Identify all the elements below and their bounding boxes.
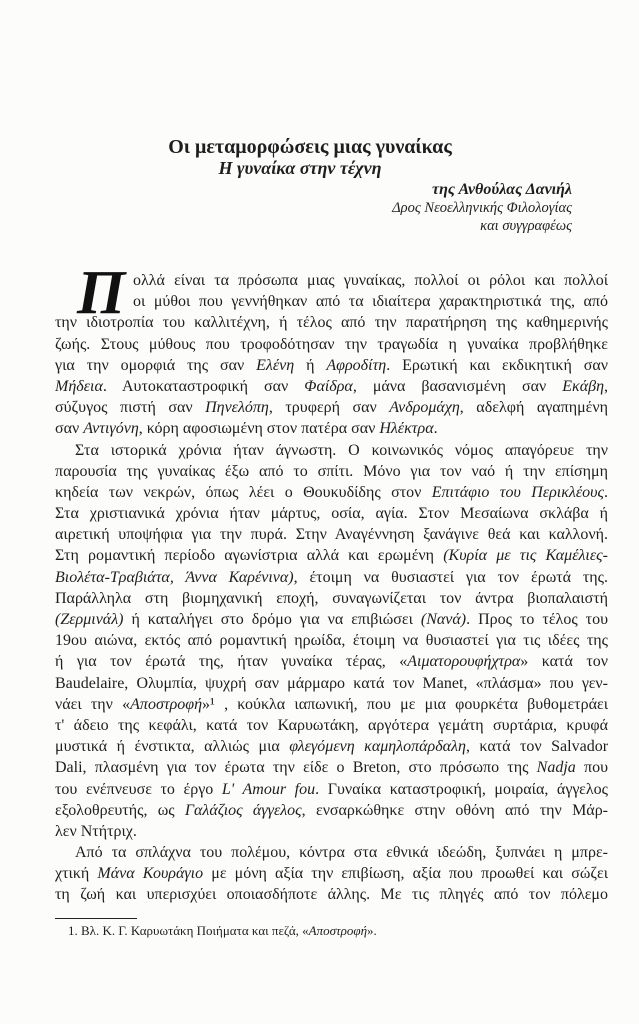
italic-text: Nadja	[536, 759, 576, 777]
text-run: , μάνα βασανισμένη σαν	[352, 377, 563, 395]
text-run: αιρετική υποψήφια για την πυρά. Στην Αναγέννηση ξανάγινε θεά και καλλονή.	[55, 526, 608, 544]
italic-text: Μήδεια	[55, 377, 103, 395]
text-line	[55, 418, 608, 439]
italic-text: Αντιγόνη	[83, 420, 139, 438]
text-run: ή	[294, 356, 327, 374]
text-line	[55, 673, 608, 694]
text-line	[55, 482, 608, 503]
text-line	[55, 312, 608, 333]
text-line	[55, 736, 608, 757]
text-run: οι μύθοι που γεννήθηκαν από τα ιδιαίτερα χαρακτηριστικά της, από	[133, 293, 608, 311]
author-role: και συγγραφέως	[480, 218, 572, 234]
text-run: χτική	[55, 865, 98, 883]
text-run: Παράλληλα στη βιομηχανική εποχή, συναγωνίζεται τον άντρα βιοπαλαιστή	[55, 589, 608, 607]
text-run: Στα ιστορικά χρόνια ήταν άγνωστη. Ο κοινωνικός νόμος απαγόρευε την	[75, 441, 608, 459]
text-run: .	[433, 420, 438, 438]
text-run: »¹ , κούκλα ιαπωνική, που με μια φουρκέτα βυθομετράει	[202, 695, 608, 713]
italic-text: Μάνα Κουράγιο	[97, 865, 204, 883]
text-run: με μόνη αξία την επιβίωση, αξία που προωθεί και σώζει	[203, 865, 608, 883]
text-run: νάει την «	[55, 695, 131, 713]
text-line	[55, 397, 608, 418]
article-body	[55, 259, 608, 906]
text-run: Στη ρομαντική περίοδο αγωνίστρια αλλά και ερωμένη	[55, 547, 444, 565]
text-line	[55, 630, 608, 651]
text-line	[55, 779, 608, 800]
text-run: » κατά τον	[520, 653, 608, 671]
footnote-text: 1. Βλ. Κ. Γ. Καρυωτάκη Ποιήματα και πεζά, «	[68, 923, 309, 938]
text-run: Από τα σπλάχνα του πολέμου, κόντρα στα εθνικά ιδεώδη, ξυπνάει η μπρε-	[75, 844, 608, 862]
text-run: .	[604, 483, 608, 501]
text-line	[55, 291, 608, 312]
text-run: κηδεία των νεκρών, όπως λέει ο Θουκυδίδης στον	[55, 483, 432, 501]
text-run: λεν Ντήτριχ.	[55, 822, 137, 840]
text-run: μυστικά ή ένστικτα, αλλιώς μια	[55, 738, 290, 756]
text-run: . Αυτοκαταστροφική σαν	[102, 377, 305, 395]
footnote-divider	[55, 918, 137, 919]
text-run: που	[575, 759, 608, 777]
italic-text: Αιματορουφήχτρα	[407, 653, 521, 671]
text-run: τ' άδειο της κεφάλι, κατά τον Καρυωτάκη, αργότερα γεμάτη συρτάρια, κρυφά	[55, 716, 608, 734]
article-title: Οι μεταμορφώσεις μιας γυναίκας	[168, 136, 452, 158]
text-run: Baudelaire, Ολυμπία, ψυχρή σαν μάρμαρο κατά τον Manet, «πλάσμα» που γεν-	[55, 674, 608, 692]
text-line	[55, 694, 608, 715]
footnote	[68, 923, 377, 939]
text-line	[55, 884, 608, 905]
italic-text: Εκάβη	[562, 377, 605, 395]
italic-text: Φαίδρα	[304, 377, 353, 395]
italic-text: φλεγόμενη καμηλοπάρδαλη	[289, 738, 466, 756]
italic-text: Αφροδίτη	[326, 356, 387, 374]
italic-text: Ελένη	[256, 356, 295, 374]
italic-text: (Νανά)	[420, 611, 467, 628]
text-line	[55, 863, 608, 884]
text-line	[55, 567, 608, 588]
text-line	[55, 376, 608, 397]
text-run: σαν	[55, 420, 84, 438]
italic-text: Ηλέκτρα	[379, 420, 434, 438]
text-run: . Προς το τέλος του	[466, 611, 608, 628]
text-line	[55, 270, 608, 291]
text-run: . Γυναίκα καταστροφική, μοιραία, άγγελος	[315, 780, 608, 798]
italic-text: Γαλάζιος άγγελος	[184, 801, 302, 819]
text-run: ολλά είναι τα πρόσωπα μιας γυναίκας, πολλοί οι ρόλοι και πολλοί	[133, 272, 608, 289]
text-run: , τρυφερή σαν	[268, 399, 390, 417]
italic-text: Αποστροφή	[130, 695, 203, 713]
text-line	[55, 715, 608, 736]
text-run: , ενσαρκώθηκε στην οθόνη από την Μάρ-	[301, 801, 608, 819]
text-run: , αδελφή αγαπημένη	[459, 399, 608, 417]
text-line	[55, 334, 608, 355]
text-run: . Ερωτική και εκδικητική σαν	[386, 356, 608, 374]
text-line	[55, 757, 608, 778]
text-line	[55, 355, 608, 376]
text-line	[55, 461, 608, 482]
italic-text: Βιολέτα-Τραβιάτα, Άννα Καρένινα)	[55, 568, 294, 586]
text-run: 19ου αιώνα, εκτός από ρομαντική ηρωίδα, έτοιμη να θυσιαστεί για τις ιδέες της	[55, 632, 608, 650]
text-line	[55, 800, 608, 821]
text-line	[55, 524, 608, 545]
italic-text: (Κυρία με τις Καμέλιες-	[443, 547, 608, 565]
author-name: της Ανθούλας Δανιήλ	[432, 181, 572, 198]
text-run: του ενέπνευσε το έργο	[55, 780, 222, 798]
text-run: εξολοθρευτής, ως	[55, 801, 185, 819]
text-run: , κατά τον Salvador	[465, 738, 608, 756]
italic-text: (Ζερμινάλ)	[55, 611, 124, 628]
italic-text: Πηνελόπη	[205, 399, 269, 417]
text-line	[55, 588, 608, 609]
italic-text: L' Amour fou	[221, 780, 316, 798]
text-run: για την ομορφιά της σαν	[55, 356, 257, 374]
text-line	[55, 842, 608, 863]
text-line	[55, 609, 608, 630]
text-line	[55, 440, 608, 461]
text-line	[55, 503, 608, 524]
author-affiliation: Δρος Νεοελληνικής Φιλολογίας	[392, 200, 572, 216]
italic-text: Ανδρομάχη	[389, 399, 460, 417]
text-line	[55, 545, 608, 566]
footnote-text: ».	[367, 923, 377, 938]
text-run: Στα χριστιανικά χρόνια ήταν μάρτυς, οσία, αγία. Στον Μεσαίωνα σκλάβα ή	[55, 505, 608, 523]
italic-text: Επιτάφιο του Περικλέους	[431, 483, 604, 501]
text-run: ,	[604, 377, 608, 395]
footnote-text: Αποστροφή	[308, 923, 368, 938]
text-line	[55, 821, 608, 842]
text-run: τη ζωή και υπερισχύει οποιασδήποτε άλλης. Με τις πληγές από τον πόλεμο	[55, 886, 608, 904]
text-line	[55, 651, 608, 672]
text-run: Dali, πλασμένη για τον έρωτα την είδε ο Breton, στο πρόσωπο της	[55, 759, 537, 777]
article-subtitle: Η γυναίκα στην τέχνη	[218, 158, 382, 178]
text-run: , έτοιμη να θυσιαστεί για τον έρωτά της.	[293, 568, 608, 586]
text-run: , κόρη αφοσιωμένη στον πατέρα σαν	[138, 420, 380, 438]
drop-cap: Π	[77, 259, 126, 327]
text-run: ή καταλήγει στο δρόμο για να επιβιώσει	[123, 611, 421, 628]
text-run: σύζυγος πιστή σαν	[55, 399, 206, 417]
text-run: την ιδιοτροπία του καλλιτέχνη, ή τέλος από την παρατήρηση της καθημερινής	[55, 314, 608, 332]
text-run: παρουσία της γυναίκας έξω από το σπίτι. Μόνο για τον ναό ή την επίσημη	[55, 462, 608, 480]
text-run: ή για τον έρωτά της, ήταν γυναίκα τέρας, «	[55, 653, 408, 671]
text-run: ζωής. Στους μύθους που τροφοδότησαν την τραγωδία η γυναίκα προβλήθηκε	[55, 335, 608, 353]
